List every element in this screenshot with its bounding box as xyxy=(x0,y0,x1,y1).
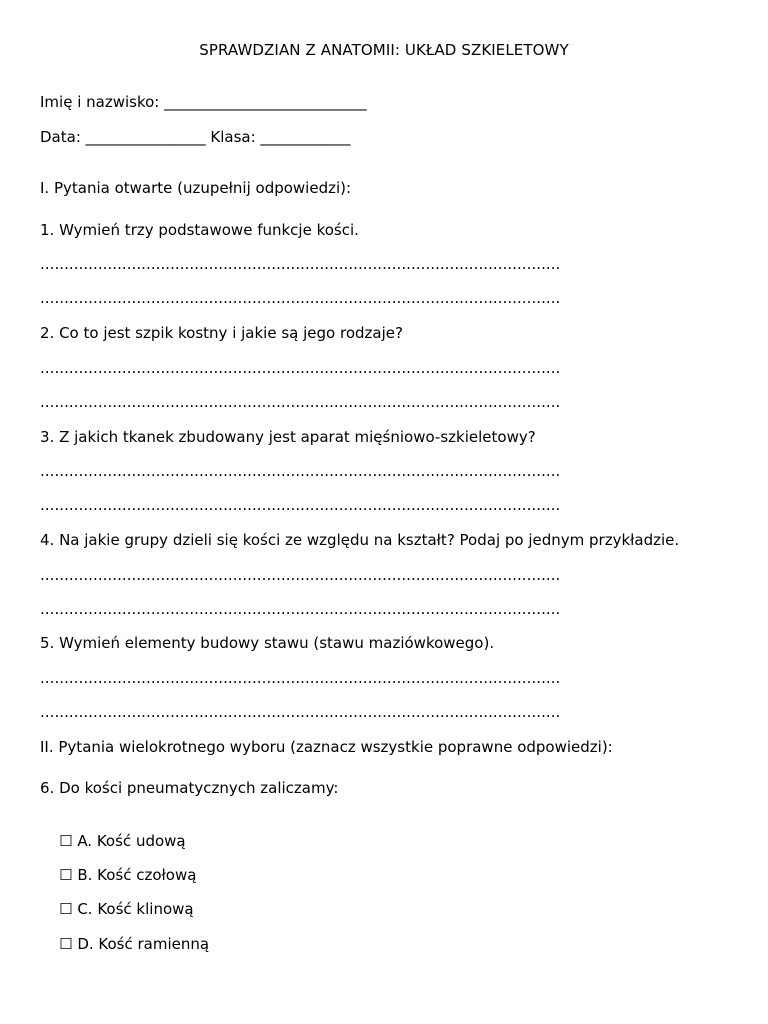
answer-line: ............................................................................................................ xyxy=(40,393,561,411)
option-label: B. Kość czołową xyxy=(77,866,197,884)
question-4: 4. Na jakie grupy dzieli się kości ze względu na kształt? Podaj po jednym przykładzie. xyxy=(40,531,680,549)
question-3: 3. Z jakich tkanek zbudowany jest aparat mięśniowo-szkieletowy? xyxy=(40,428,536,446)
option-label: C. Kość klinową xyxy=(77,900,194,918)
option-label: D. Kość ramienną xyxy=(77,935,210,953)
question-6: 6. Do kości pneumatycznych zaliczamy: xyxy=(40,779,339,797)
answer-line: ............................................................................................................ xyxy=(40,669,561,687)
option-label: A. Kość udową xyxy=(77,832,186,850)
option-d[interactable] xyxy=(40,917,209,971)
checkbox-icon[interactable]: ☐ xyxy=(59,900,73,918)
question-2: 2. Co to jest szpik kostny i jakie są jego rodzaje? xyxy=(40,324,403,342)
checkbox-icon[interactable]: ☐ xyxy=(59,935,73,953)
answer-line: ............................................................................................................ xyxy=(40,289,561,307)
answer-line: ............................................................................................................ xyxy=(40,255,561,273)
date-class-field: Data: ________________ Klasa: ____________ xyxy=(40,128,351,146)
name-field: Imię i nazwisko: ___________________________ xyxy=(40,93,367,111)
answer-line: ............................................................................................................ xyxy=(40,496,561,514)
answer-line: ............................................................................................................ xyxy=(40,600,561,618)
section1-heading: I. Pytania otwarte (uzupełnij odpowiedzi): xyxy=(40,179,352,197)
answer-line: ............................................................................................................ xyxy=(40,359,561,377)
checkbox-icon[interactable]: ☐ xyxy=(59,832,73,850)
answer-line: ............................................................................................................ xyxy=(40,566,561,584)
question-1: 1. Wymień trzy podstawowe funkcje kości. xyxy=(40,221,359,239)
checkbox-icon[interactable]: ☐ xyxy=(59,866,73,884)
page-title: SPRAWDZIAN Z ANATOMII: UKŁAD SZKIELETOWY xyxy=(199,41,569,59)
answer-line: ............................................................................................................ xyxy=(40,462,561,480)
question-5: 5. Wymień elementy budowy stawu (stawu maziówkowego). xyxy=(40,634,495,652)
answer-line: ............................................................................................................ xyxy=(40,703,561,721)
section2-heading: II. Pytania wielokrotnego wyboru (zaznacz wszystkie poprawne odpowiedzi): xyxy=(40,738,613,756)
